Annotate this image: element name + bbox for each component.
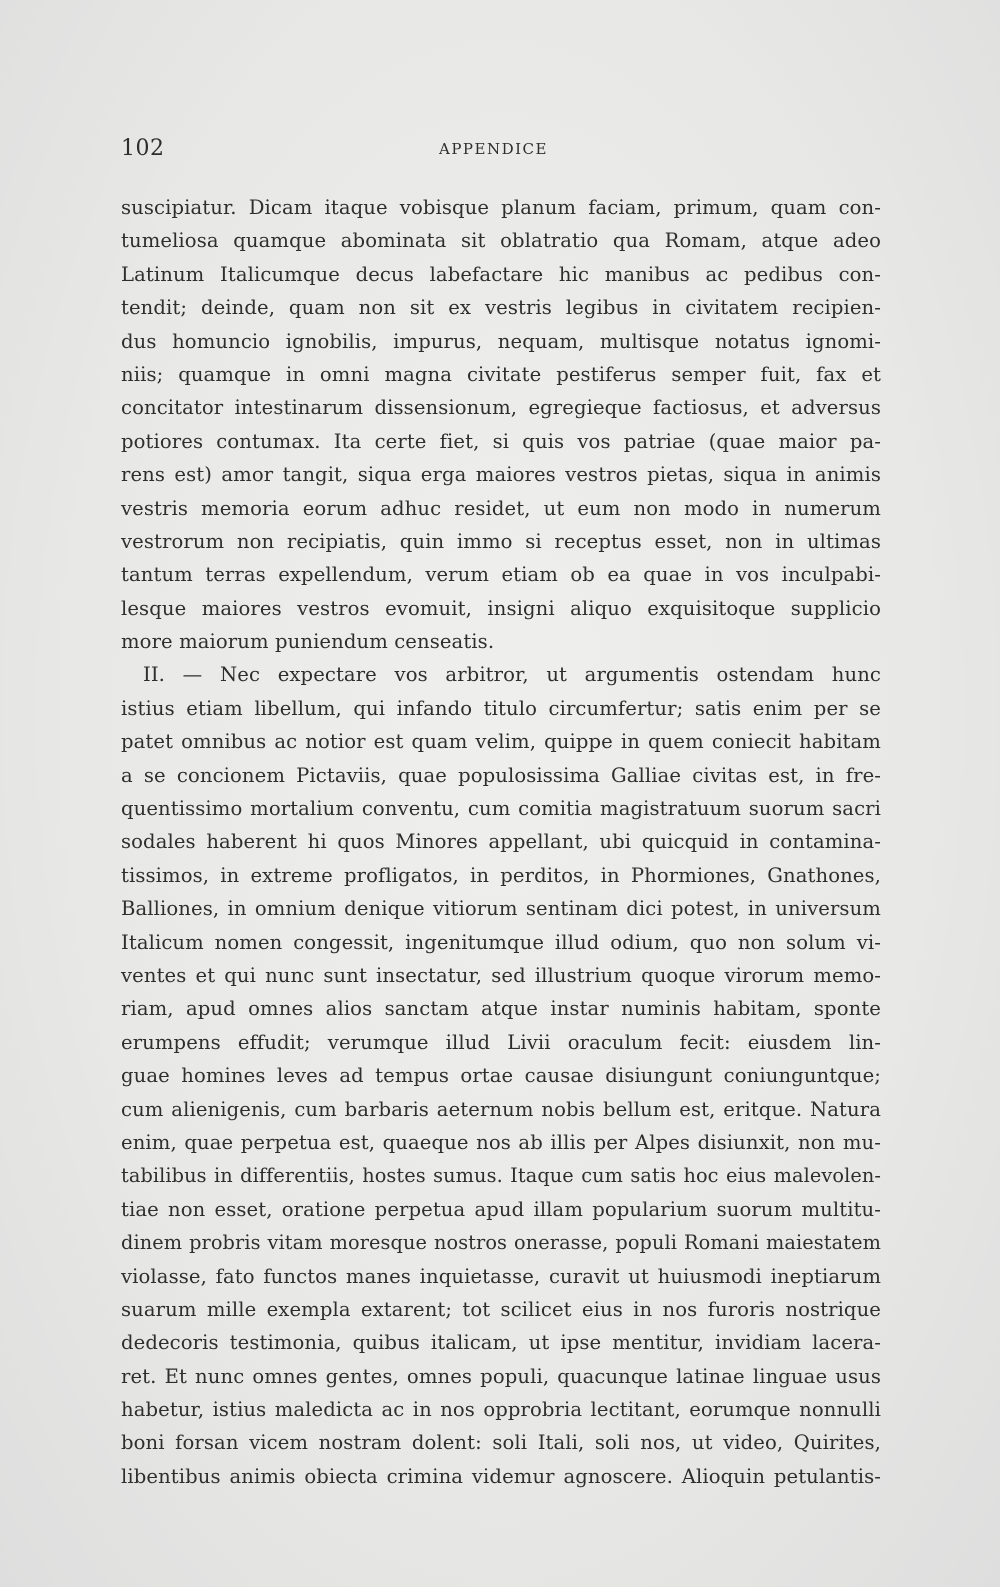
text-line: tendit; deinde, quam non sit ex vestris legibus in civitatem recipien- — [121, 296, 881, 320]
section-start-line: II. — Nec expectare vos arbitror, ut argumentis ostendam hunc — [143, 663, 881, 687]
text-line: Latinum Italicumque decus labefactare hic manibus ac pedibus con- — [121, 262, 881, 286]
text-line: tabilibus in differentiis, hostes sumus. Itaque cum satis hoc eius malevolen- — [121, 1164, 881, 1188]
text-line: riam, apud omnes alios sanctam atque instar numinis habitam, sponte — [121, 997, 881, 1021]
text-line: potiores contumax. Ita certe fiet, si quis vos patriae (quae maior pa- — [121, 429, 881, 453]
text-line: tissimos, in extreme profligatos, in perditos, in Phormiones, Gnathones, — [121, 863, 881, 887]
running-head: APPENDICE — [439, 140, 548, 158]
text-line: lesque maiores vestros evomuit, insigni aliquo exquisitoque supplicio — [121, 596, 881, 620]
text-line: quentissimo mortalium conventu, cum comitia magistratuum suorum sacri — [121, 797, 881, 821]
text-line: dedecoris testimonia, quibus italicam, ut ipse mentitur, invidiam lacera- — [121, 1331, 881, 1355]
text-line: libentibus animis obiecta crimina videmur agnoscere. Alioquin petulantis- — [121, 1464, 881, 1488]
text-line: erumpens effudit; verumque illud Livii oraculum fecit: eiusdem lin- — [121, 1030, 881, 1054]
text-line: niis; quamque in omni magna civitate pestiferus semper fuit, fax et — [121, 362, 881, 386]
text-line: boni forsan vicem nostram dolent: soli Itali, soli nos, ut video, Quirites, — [121, 1431, 881, 1455]
text-line: ret. Et nunc omnes gentes, omnes populi, quacunque latinae linguae usus — [121, 1364, 881, 1388]
text-line: rens est) amor tangit, siqua erga maiores vestros pietas, siqua in animis — [121, 463, 881, 487]
text-line: a se concionem Pictaviis, quae populosissima Galliae civitas est, in fre- — [121, 763, 881, 787]
text-line: violasse, fato functos manes inquietasse, curavit ut huiusmodi ineptiarum — [121, 1264, 881, 1288]
text-line: tantum terras expellendum, verum etiam ob ea quae in vos inculpabi- — [121, 563, 881, 587]
text-line: more maiorum puniendum censeatis. — [121, 630, 495, 654]
text-line: sodales haberent hi quos Minores appellant, ubi quicquid in contamina- — [121, 830, 881, 854]
text-line: cum alienigenis, cum barbaris aeternum nobis bellum est, eritque. Natura — [121, 1097, 881, 1121]
text-line: guae homines leves ad tempus ortae causae disiungunt coniunguntque; — [121, 1064, 881, 1088]
text-line: dinem probris vitam moresque nostros onerasse, populi Romani maiestatem — [121, 1231, 881, 1255]
text-line: dus homuncio ignobilis, impurus, nequam, multisque notatus ignomi- — [121, 329, 881, 353]
text-line: Italicum nomen congessit, ingenitumque illud odium, quo non solum vi- — [121, 930, 881, 954]
text-line: enim, quae perpetua est, quaeque nos ab illis per Alpes disiunxit, non mu- — [121, 1130, 881, 1154]
text-line: patet omnibus ac notior est quam velim, quippe in quem coniecit habitam — [121, 730, 881, 754]
body-text — [121, 191, 881, 1493]
page-number: 102 — [121, 136, 165, 161]
text-line: suscipiatur. Dicam itaque vobisque planum faciam, primum, quam con- — [121, 196, 881, 219]
page-header — [121, 136, 881, 166]
text-line: habetur, istius maledicta ac in nos opprobria lectitant, eorumque nonnulli — [121, 1398, 881, 1422]
text-line: vestrorum non recipiatis, quin immo si receptus esset, non in ultimas — [121, 529, 881, 553]
text-line: istius etiam libellum, qui infando titulo circumfertur; satis enim per se — [121, 696, 881, 720]
text-line: suarum mille exempla extarent; tot scilicet eius in nos furoris nostrique — [121, 1297, 881, 1321]
text-line: tumeliosa quamque abominata sit oblatratio qua Romam, atque adeo — [121, 229, 881, 253]
text-line: tiae non esset, oratione perpetua apud illam popularium suorum multitu- — [121, 1197, 881, 1221]
text-line: ventes et qui nunc sunt insectatur, sed illustrium quoque virorum memo- — [121, 963, 881, 987]
text-line: concitator intestinarum dissensionum, egregieque factiosus, et adversus — [121, 396, 881, 420]
text-line: vestris memoria eorum adhuc residet, ut eum non modo in numerum — [121, 496, 881, 520]
text-line: Balliones, in omnium denique vitiorum sentinam dici potest, in universum — [121, 897, 881, 921]
